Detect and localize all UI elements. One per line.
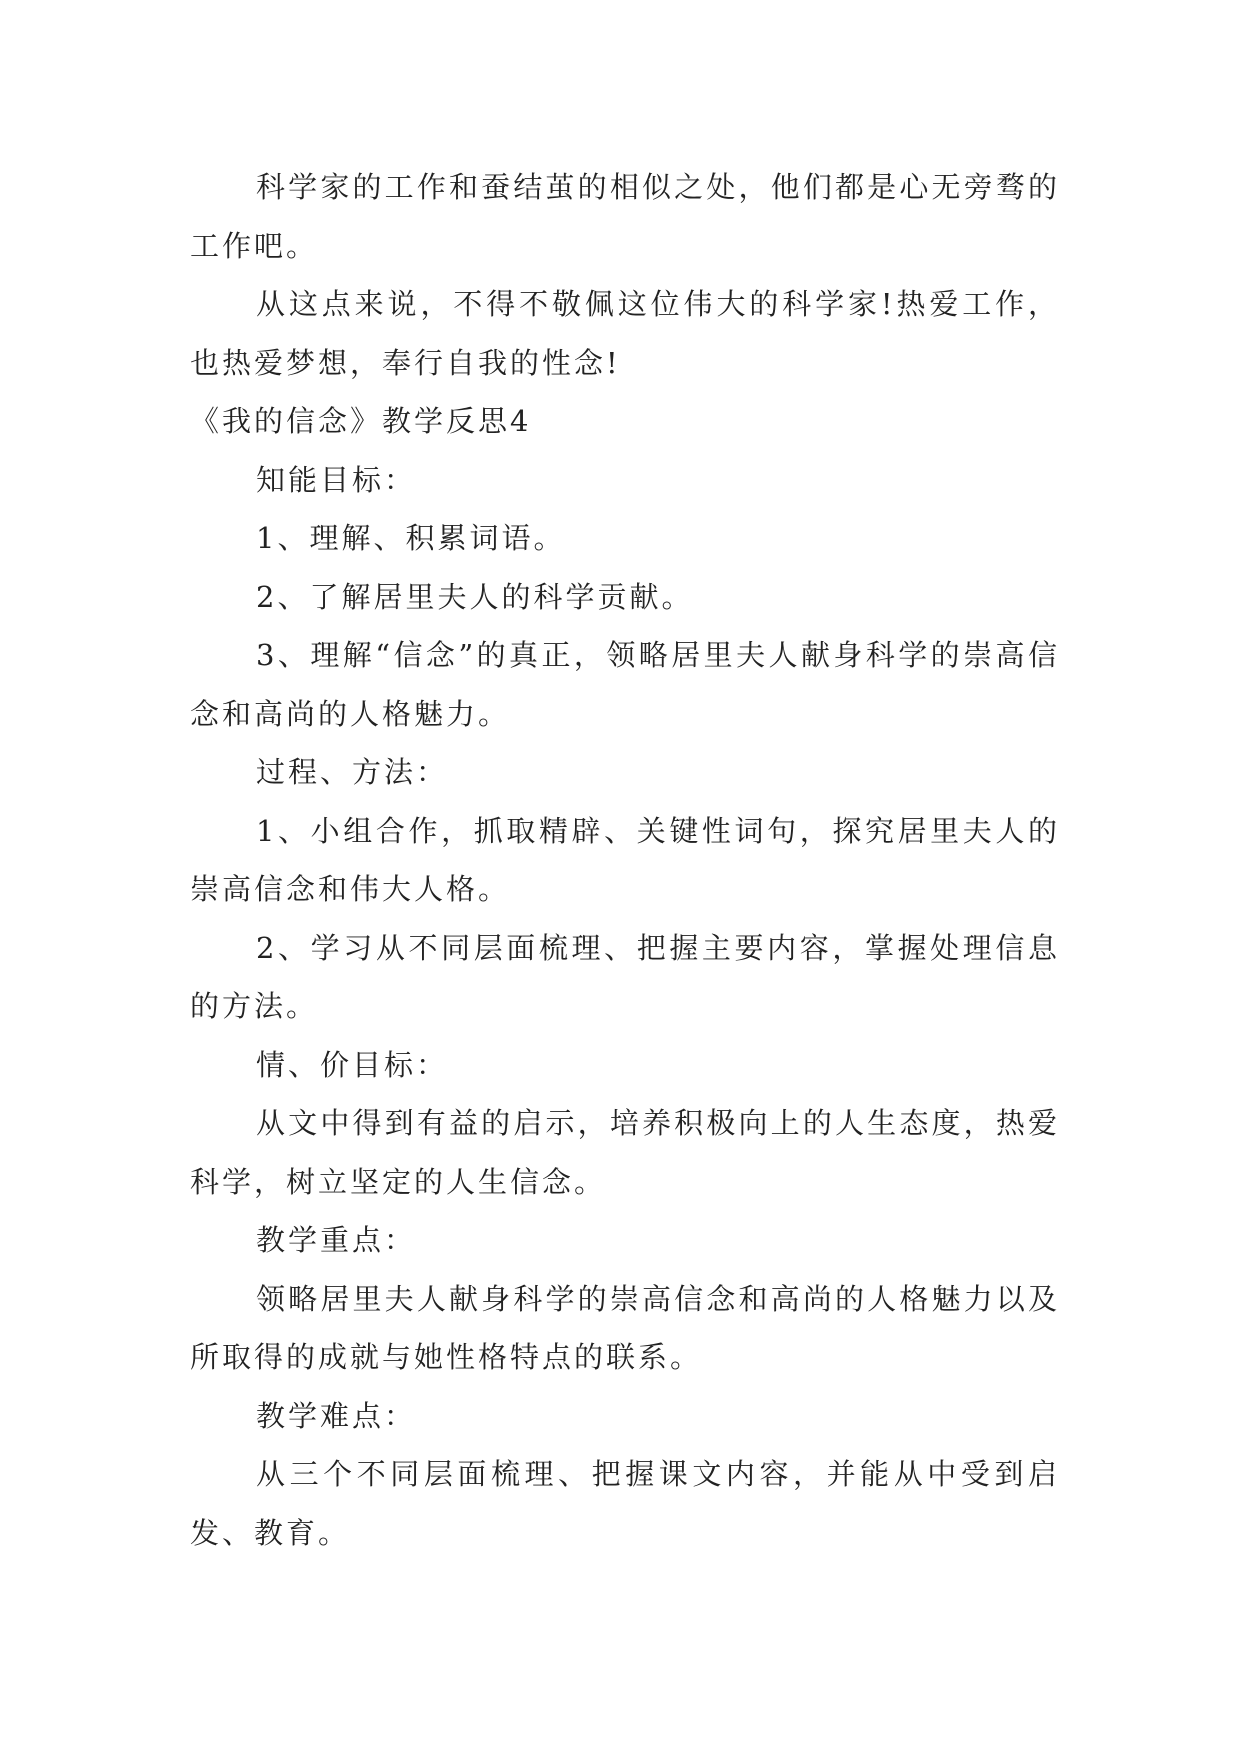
teaching-difficulty-heading: 教学难点：: [256, 1398, 417, 1433]
knowledge-goal-item: 3、理解“信念”的真正，领略居里夫人献身科学的崇高信念和高尚的人格魅力。: [190, 638, 1060, 731]
teaching-focus-heading: 教学重点：: [256, 1223, 417, 1257]
process-method-heading: 过程、方法：: [256, 755, 449, 789]
process-method-item: 2、学习从不同层面梳理、把握主要内容，掌握处理信息的方法。: [190, 930, 1060, 1023]
emotion-value-text: 从文中得到有益的启示，培养积极向上的人生态度，热爱科学，树立坚定的人生信念。: [190, 1106, 1060, 1199]
section-title: 《我的信念》教学反思4: [190, 404, 532, 438]
knowledge-goals-heading: 知能目标：: [256, 462, 417, 497]
knowledge-goal-item: 1、理解、积累词语。: [256, 521, 566, 555]
document-body: [190, 158, 1060, 1562]
teaching-focus-text: 领略居里夫人献身科学的崇高信念和高尚的人格魅力以及所取得的成就与她性格特点的联系。: [190, 1281, 1060, 1374]
emotion-value-heading: 情、价目标：: [256, 1047, 449, 1082]
knowledge-goal-item: 2、了解居里夫人的科学贡献。: [256, 579, 694, 614]
paragraph-silkworm-comparison: 科学家的工作和蚕结茧的相似之处，他们都是心无旁骛的工作吧。: [190, 170, 1060, 263]
paragraph-admiration: 从这点来说，不得不敬佩这位伟大的科学家!热爱工作，也热爱梦想，奉行自我的性念!: [190, 287, 1060, 380]
teaching-difficulty-text: 从三个不同层面梳理、把握课文内容，并能从中受到启发、教育。: [190, 1457, 1060, 1550]
process-method-item: 1、小组合作，抓取精辟、关键性词句，探究居里夫人的崇高信念和伟大人格。: [190, 813, 1060, 906]
